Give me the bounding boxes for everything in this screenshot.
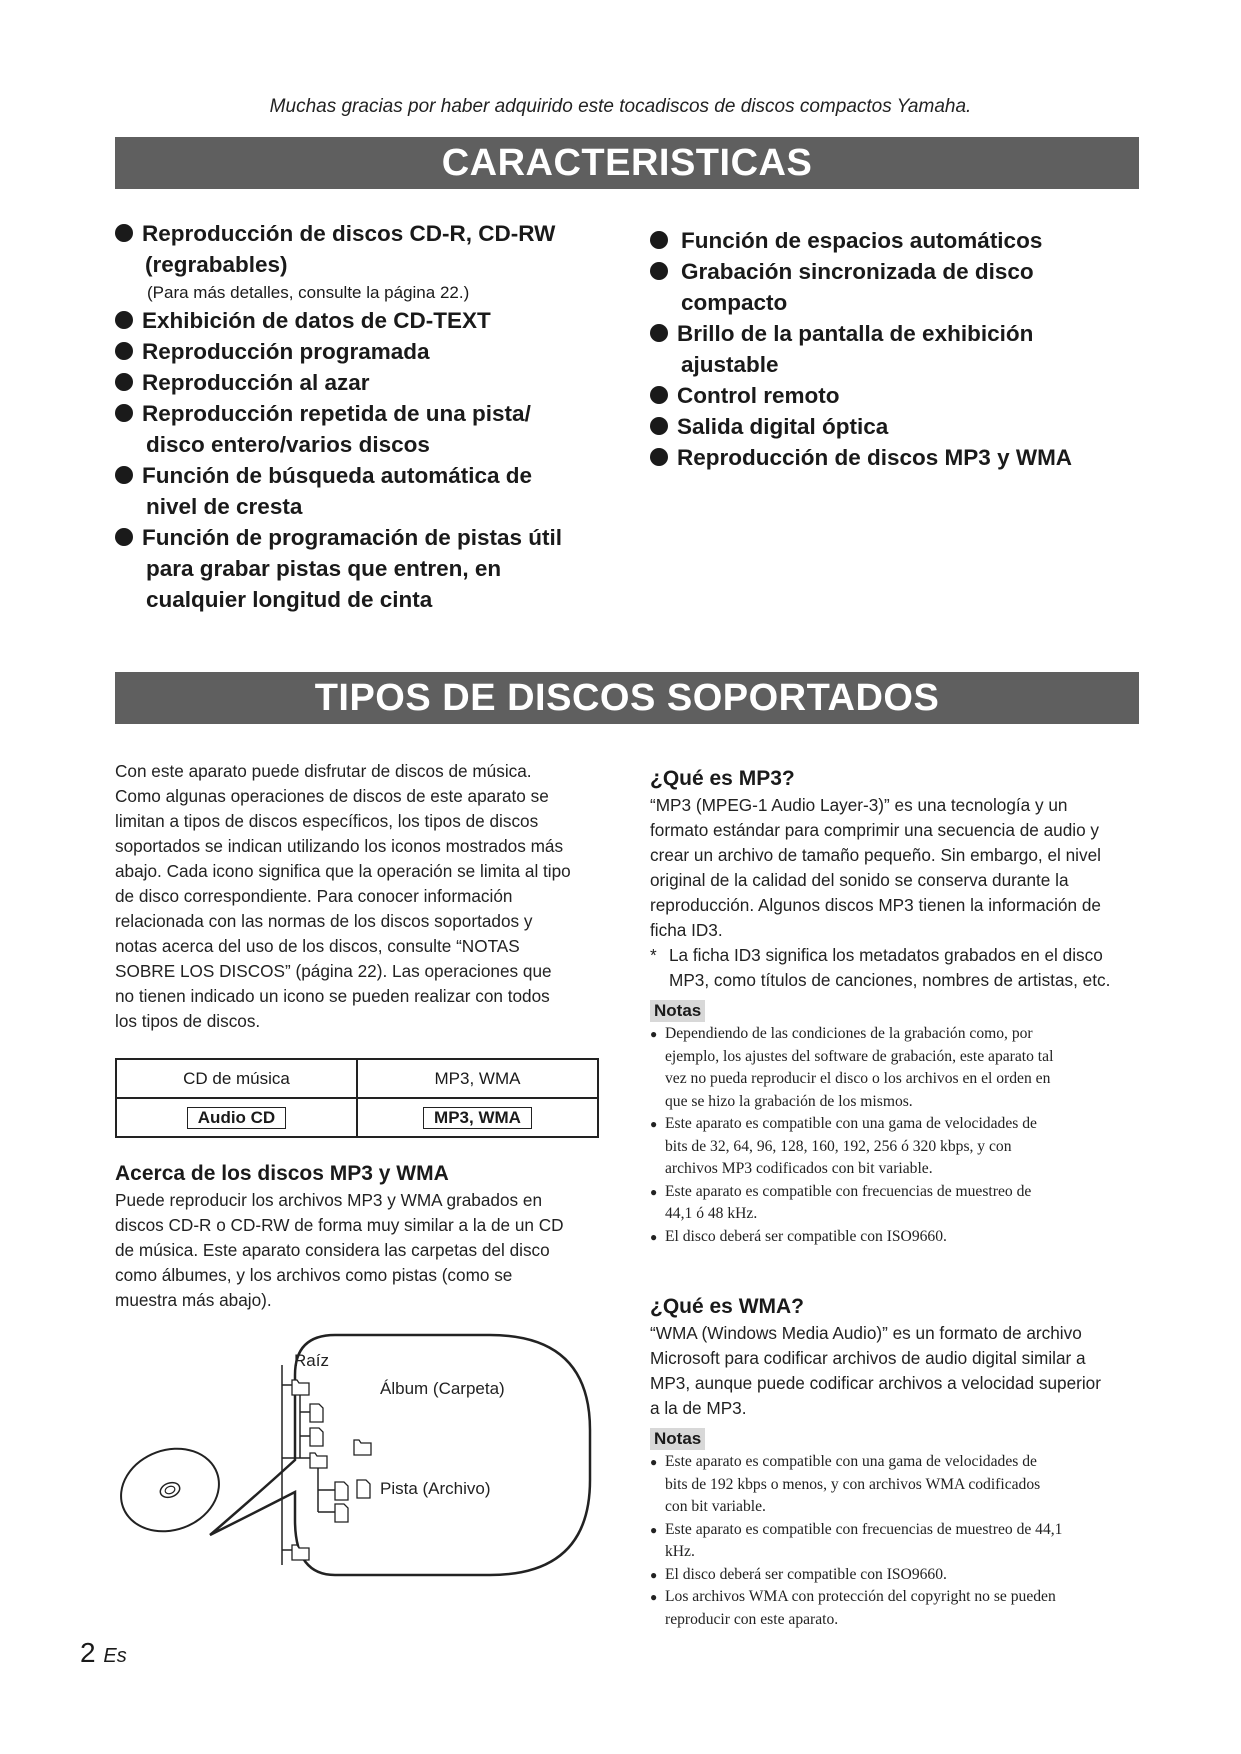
mp3-wma-icon: MP3, WMA: [423, 1107, 532, 1129]
feature-item: Reproducción repetida de una pista/: [115, 398, 635, 429]
file-icon: [335, 1482, 348, 1500]
note-item: [650, 1519, 1140, 1564]
text-line: ficha ID3.: [650, 920, 723, 940]
folder-icon: [310, 1453, 327, 1468]
note-item: [650, 1564, 1140, 1587]
text-line: MP3, aunque puede codificar archivos a velocidad superior: [650, 1373, 1101, 1393]
text-line: SOBRE LOS DISCOS” (página 22). Las operaciones que: [115, 961, 552, 981]
feature-item-cont: nivel de cresta: [146, 494, 303, 519]
note-line: reproducir con este aparato.: [665, 1610, 839, 1628]
text-line: original de la calidad del sonido se conserva durante la: [650, 870, 1069, 890]
note-item: [650, 1586, 1140, 1631]
folder-icon: [292, 1380, 309, 1395]
text-line: MP3, como títulos de canciones, nombres de artistas, etc.: [669, 970, 1111, 990]
feature-item: Función de búsqueda automática de: [115, 460, 635, 491]
audio-cd-icon: Audio CD: [187, 1107, 286, 1129]
text-line: los tipos de discos.: [115, 1011, 261, 1031]
file-icon: [310, 1428, 323, 1446]
mp3-notes-label: Notas: [650, 1000, 705, 1022]
text-line: relacionada con las normas de los discos soportados y: [115, 911, 533, 931]
feature-item-cont: compacto: [681, 290, 788, 315]
features-left-list: [115, 218, 635, 615]
text-line: reproducción. Algunos discos MP3 tienen la información de: [650, 895, 1101, 915]
text-line: crear un archivo de tamaño pequeño. Sin embargo, el nivel: [650, 845, 1101, 865]
folder-tree-diagram: [110, 1320, 610, 1585]
note-item: [650, 1451, 1140, 1519]
note-line: vez no pueda reproducir el disco o los archivos en el orden en: [665, 1070, 1051, 1087]
text-line: a la de MP3.: [650, 1398, 747, 1418]
text-line: como álbumes, y los archivos como pistas (como se: [115, 1265, 513, 1285]
text-line: “MP3 (MPEG-1 Audio Layer-3)” es una tecnología y un: [650, 795, 1068, 815]
text-line: no tienen indicado un icono se pueden realizar con todos: [115, 986, 550, 1006]
file-icon: [310, 1404, 323, 1422]
disc-icon: [110, 1435, 231, 1544]
note-item: [650, 1113, 1140, 1181]
feature-item: Exhibición de datos de CD-TEXT: [115, 305, 635, 336]
folder-legend-icon: [354, 1440, 371, 1455]
text-line: formato estándar para comprimir una secuencia de audio y: [650, 820, 1100, 840]
page-number-value: 2: [80, 1637, 96, 1668]
text-line: de música. Este aparato considera las carpetas del disco: [115, 1240, 550, 1260]
feature-item-cont: para grabar pistas que entren, en: [146, 556, 502, 581]
table-header-cd: CD de música: [116, 1059, 357, 1098]
text-line: soportados se indican utilizando los iconos mostrados más: [115, 836, 564, 856]
feature-item: Función de programación de pistas útil: [115, 522, 635, 553]
note-line: bits de 32, 64, 96, 128, 160, 192, 256 ó 320 kbps, y con: [665, 1137, 1012, 1155]
text-line: Con este aparato puede disfrutar de discos de música.: [115, 761, 532, 781]
feature-item: Reproducción programada: [115, 336, 635, 367]
file-legend-icon: [357, 1480, 370, 1498]
mp3-paragraph: [650, 793, 1140, 993]
root-label: Raíz: [294, 1351, 329, 1370]
text-line: de disco correspondiente. Para conocer información: [115, 886, 513, 906]
table-cell-mp3: [357, 1098, 598, 1137]
text-line: Microsoft para codificar archivos de audio digital similar a: [650, 1348, 1086, 1368]
wma-notes-label: Notas: [650, 1428, 705, 1450]
note-item: [650, 1023, 1140, 1113]
text-line: abajo. Cada icono significa que la operación se limita al tipo: [115, 861, 571, 881]
album-legend-label: Álbum (Carpeta): [380, 1379, 505, 1398]
discs-banner: TIPOS DE DISCOS SOPORTADOS: [115, 672, 1139, 724]
about-mp3-wma-heading: Acerca de los discos MP3 y WMA: [115, 1162, 449, 1185]
note-item: [650, 1181, 1140, 1226]
text-line: “WMA (Windows Media Audio)” es un formato de archivo: [650, 1323, 1082, 1343]
feature-item: Salida digital óptica: [650, 411, 1130, 442]
folder-icon: [292, 1545, 309, 1560]
text-line: La ficha ID3 significa los metadatos grabados en el disco: [669, 945, 1103, 965]
note-line: 44,1 ó 48 kHz.: [665, 1205, 758, 1222]
note-line: archivos MP3 codificados con bit variable.: [665, 1160, 933, 1177]
text-line: Puede reproducir los archivos MP3 y WMA grabados en: [115, 1190, 543, 1210]
wma-paragraph: [650, 1321, 1140, 1421]
note-line: ● Este aparato es compatible con una gama de velocidades de: [665, 1115, 1037, 1132]
note-line: ● Este aparato es compatible con frecuencias de muestreo de 44,1: [665, 1520, 1063, 1538]
feature-item-cont: ajustable: [681, 352, 779, 377]
feature-note: (Para más detalles, consulte la página 22.): [147, 283, 470, 302]
discs-intro-paragraph: [115, 759, 615, 1034]
feature-item: Brillo de la pantalla de exhibición: [650, 318, 1130, 349]
feature-item: Grabación sincronizada de disco: [650, 256, 1130, 287]
note-line: kHz.: [665, 1543, 695, 1560]
disc-type-table: [115, 1058, 599, 1138]
note-line: ● Los archivos WMA con protección del copyright no se pueden: [665, 1588, 1056, 1605]
intro-text: Muchas gracias por haber adquirido este tocadiscos de discos compactos Yamaha.: [269, 96, 972, 117]
mp3-notes-list: [650, 1023, 1140, 1248]
text-line: limitan a tipos de discos específicos, los tipos de discos: [115, 811, 539, 831]
note-line: que se hizo la grabación de los mismos.: [665, 1092, 913, 1110]
speech-bubble: [210, 1335, 590, 1575]
note-line: ejemplo, los ajustes del software de grabación, este aparato tal: [665, 1047, 1054, 1065]
asterisk-icon: *: [650, 945, 657, 965]
table-cell-cd: [116, 1098, 357, 1137]
feature-item-cont: cualquier longitud de cinta: [146, 587, 433, 612]
note-line: con bit variable.: [665, 1498, 766, 1515]
text-line: muestra más abajo).: [115, 1290, 272, 1310]
file-icon: [335, 1504, 348, 1522]
feature-item: Control remoto: [650, 380, 1130, 411]
track-legend-label: Pista (Archivo): [380, 1479, 491, 1498]
note-line: ● Dependiendo de las condiciones de la grabación como, por: [665, 1025, 1033, 1042]
note-item: [650, 1226, 1140, 1249]
page-language: Es: [103, 1645, 127, 1667]
feature-item-cont: (regrabables): [145, 252, 288, 277]
wma-notes-list: [650, 1451, 1140, 1631]
text-line: Como algunas operaciones de discos de este aparato se: [115, 786, 549, 806]
features-right-list: [650, 225, 1130, 473]
feature-item: Reproducción al azar: [115, 367, 635, 398]
features-banner: CARACTERISTICAS: [115, 137, 1139, 189]
feature-item-cont: disco entero/varios discos: [146, 432, 430, 457]
note-line: ● El disco deberá ser compatible con ISO9660.: [665, 1565, 947, 1583]
feature-item: Reproducción de discos CD-R, CD-RW: [115, 218, 635, 249]
note-line: ● El disco deberá ser compatible con ISO9660.: [665, 1227, 947, 1245]
mp3-heading: ¿Qué es MP3?: [650, 767, 795, 790]
feature-item: Reproducción de discos MP3 y WMA: [650, 442, 1130, 473]
text-line: notas acerca del uso de los discos, consulte “NOTAS: [115, 936, 520, 956]
about-paragraph: [115, 1188, 615, 1313]
note-line: ● Este aparato es compatible con frecuencias de muestreo de: [665, 1182, 1032, 1200]
page-number: [80, 1637, 127, 1669]
text-line: discos CD-R o CD-RW de forma muy similar a la de un CD: [115, 1215, 564, 1235]
note-line: bits de 192 kbps o menos, y con archivos WMA codificados: [665, 1475, 1041, 1493]
feature-item: Función de espacios automáticos: [650, 225, 1130, 256]
mp3-footnote: [650, 943, 1140, 993]
table-header-mp3: MP3, WMA: [357, 1059, 598, 1098]
note-line: ● Este aparato es compatible con una gama de velocidades de: [665, 1453, 1037, 1470]
wma-heading: ¿Qué es WMA?: [650, 1295, 805, 1318]
